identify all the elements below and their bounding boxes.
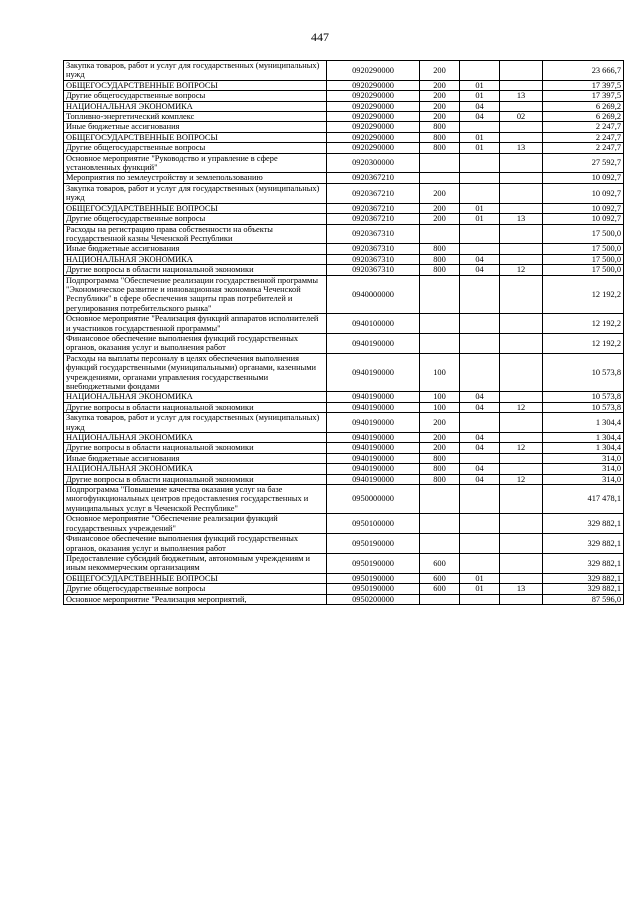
target-article-code-cell: 0920367210 bbox=[327, 183, 420, 203]
subsection-cell bbox=[500, 224, 543, 244]
expense-name-cell: Расходы на выплаты персоналу в целях обеспечения выполнения функций государственными (муниципальными) органами, казенными учреждениями, органами управления государственными внебюджетными фондами bbox=[64, 353, 327, 392]
target-article-code-cell: 0920367310 bbox=[327, 224, 420, 244]
section-cell bbox=[460, 61, 500, 81]
expense-type-cell bbox=[420, 153, 460, 173]
expense-type-cell: 200 bbox=[420, 433, 460, 443]
target-article-code-cell: 0920290000 bbox=[327, 112, 420, 122]
expense-type-cell: 100 bbox=[420, 353, 460, 392]
subsection-cell bbox=[500, 80, 543, 90]
amount-cell: 1 304,4 bbox=[543, 413, 624, 433]
expense-type-cell: 200 bbox=[420, 112, 460, 122]
section-cell bbox=[460, 314, 500, 334]
subsection-cell bbox=[500, 514, 543, 534]
amount-cell: 17 500,0 bbox=[543, 224, 624, 244]
section-cell bbox=[460, 485, 500, 514]
table-row bbox=[64, 413, 624, 433]
table-row bbox=[64, 474, 624, 484]
table-row bbox=[64, 254, 624, 264]
amount-cell: 2 247,7 bbox=[543, 143, 624, 153]
section-cell: 04 bbox=[460, 474, 500, 484]
subsection-cell bbox=[500, 594, 543, 604]
section-cell bbox=[460, 353, 500, 392]
amount-cell: 17 500,0 bbox=[543, 265, 624, 275]
expense-name-cell: Финансовое обеспечение выполнения функций государственных органов, оказания услуг и выполнения работ bbox=[64, 534, 327, 554]
expense-name-cell: Топливно-энергетический комплекс bbox=[64, 112, 327, 122]
section-cell: 04 bbox=[460, 112, 500, 122]
expense-type-cell bbox=[420, 534, 460, 554]
target-article-code-cell: 0920300000 bbox=[327, 153, 420, 173]
table-row bbox=[64, 183, 624, 203]
section-cell: 04 bbox=[460, 402, 500, 412]
table-row bbox=[64, 265, 624, 275]
expense-type-cell bbox=[420, 314, 460, 334]
expense-name-cell: Основное мероприятие "Обеспечение реализации функций государственных учреждений" bbox=[64, 514, 327, 534]
section-cell: 01 bbox=[460, 214, 500, 224]
section-cell bbox=[460, 183, 500, 203]
section-cell bbox=[460, 224, 500, 244]
section-cell bbox=[460, 534, 500, 554]
subsection-cell bbox=[500, 553, 543, 573]
expense-name-cell: Предоставление субсидий бюджетным, автономным учреждениям и иным некоммерческим организациям bbox=[64, 553, 327, 573]
amount-cell: 329 882,1 bbox=[543, 553, 624, 573]
subsection-cell bbox=[500, 183, 543, 203]
target-article-code-cell: 0950190000 bbox=[327, 573, 420, 583]
expense-type-cell bbox=[420, 224, 460, 244]
target-article-code-cell: 0920367310 bbox=[327, 254, 420, 264]
amount-cell: 2 247,7 bbox=[543, 132, 624, 142]
target-article-code-cell: 0920290000 bbox=[327, 132, 420, 142]
section-cell bbox=[460, 244, 500, 254]
subsection-cell: 02 bbox=[500, 112, 543, 122]
amount-cell: 10 573,8 bbox=[543, 402, 624, 412]
expense-name-cell: Другие общегосударственные вопросы bbox=[64, 91, 327, 101]
amount-cell: 17 397,5 bbox=[543, 91, 624, 101]
table-row bbox=[64, 143, 624, 153]
table-row bbox=[64, 91, 624, 101]
subsection-cell bbox=[500, 333, 543, 353]
amount-cell: 87 596,0 bbox=[543, 594, 624, 604]
expense-type-cell: 600 bbox=[420, 553, 460, 573]
section-cell: 04 bbox=[460, 265, 500, 275]
expense-name-cell: Другие вопросы в области национальной экономики bbox=[64, 474, 327, 484]
target-article-code-cell: 0950190000 bbox=[327, 534, 420, 554]
section-cell bbox=[460, 333, 500, 353]
amount-cell: 17 397,5 bbox=[543, 80, 624, 90]
target-article-code-cell: 0940190000 bbox=[327, 453, 420, 463]
expense-name-cell: Основное мероприятие "Руководство и управление в сфере установленных функций" bbox=[64, 153, 327, 173]
expense-name-cell: НАЦИОНАЛЬНАЯ ЭКОНОМИКА bbox=[64, 101, 327, 111]
section-cell bbox=[460, 122, 500, 132]
table-row bbox=[64, 514, 624, 534]
target-article-code-cell: 0940190000 bbox=[327, 392, 420, 402]
table-row bbox=[64, 173, 624, 183]
table-row bbox=[64, 80, 624, 90]
expense-type-cell: 600 bbox=[420, 584, 460, 594]
table-row bbox=[64, 61, 624, 81]
subsection-cell bbox=[500, 101, 543, 111]
expense-type-cell: 800 bbox=[420, 254, 460, 264]
table-row bbox=[64, 314, 624, 334]
amount-cell: 6 269,2 bbox=[543, 112, 624, 122]
expense-type-cell: 200 bbox=[420, 91, 460, 101]
section-cell: 04 bbox=[460, 443, 500, 453]
section-cell: 01 bbox=[460, 80, 500, 90]
subsection-cell: 13 bbox=[500, 214, 543, 224]
amount-cell: 314,0 bbox=[543, 453, 624, 463]
subsection-cell bbox=[500, 122, 543, 132]
section-cell: 04 bbox=[460, 464, 500, 474]
expense-type-cell: 200 bbox=[420, 214, 460, 224]
table-row bbox=[64, 122, 624, 132]
expense-type-cell bbox=[420, 514, 460, 534]
expense-name-cell: Другие общегосударственные вопросы bbox=[64, 584, 327, 594]
expense-type-cell: 200 bbox=[420, 413, 460, 433]
table-row bbox=[64, 214, 624, 224]
target-article-code-cell: 0950100000 bbox=[327, 514, 420, 534]
amount-cell: 12 192,2 bbox=[543, 314, 624, 334]
target-article-code-cell: 0940190000 bbox=[327, 333, 420, 353]
target-article-code-cell: 0940190000 bbox=[327, 402, 420, 412]
expense-type-cell bbox=[420, 275, 460, 314]
expense-type-cell bbox=[420, 173, 460, 183]
expense-type-cell bbox=[420, 485, 460, 514]
expense-type-cell: 100 bbox=[420, 392, 460, 402]
table-row bbox=[64, 485, 624, 514]
table-row bbox=[64, 594, 624, 604]
amount-cell: 417 478,1 bbox=[543, 485, 624, 514]
expense-name-cell: НАЦИОНАЛЬНАЯ ЭКОНОМИКА bbox=[64, 433, 327, 443]
section-cell bbox=[460, 553, 500, 573]
subsection-cell bbox=[500, 413, 543, 433]
expense-type-cell: 200 bbox=[420, 61, 460, 81]
subsection-cell bbox=[500, 275, 543, 314]
subsection-cell bbox=[500, 534, 543, 554]
expense-type-cell: 200 bbox=[420, 80, 460, 90]
section-cell bbox=[460, 594, 500, 604]
target-article-code-cell: 0920367210 bbox=[327, 203, 420, 213]
section-cell: 01 bbox=[460, 143, 500, 153]
expense-name-cell: Закупка товаров, работ и услуг для государственных (муниципальных) нужд bbox=[64, 61, 327, 81]
target-article-code-cell: 0950190000 bbox=[327, 584, 420, 594]
subsection-cell bbox=[500, 485, 543, 514]
expense-type-cell: 800 bbox=[420, 122, 460, 132]
amount-cell: 17 500,0 bbox=[543, 244, 624, 254]
subsection-cell bbox=[500, 244, 543, 254]
budget-table bbox=[63, 60, 624, 605]
subsection-cell bbox=[500, 203, 543, 213]
amount-cell: 329 882,1 bbox=[543, 573, 624, 583]
section-cell: 04 bbox=[460, 101, 500, 111]
table-row bbox=[64, 101, 624, 111]
expense-name-cell: ОБЩЕГОСУДАРСТВЕННЫЕ ВОПРОСЫ bbox=[64, 80, 327, 90]
section-cell bbox=[460, 514, 500, 534]
target-article-code-cell: 0920290000 bbox=[327, 80, 420, 90]
target-article-code-cell: 0920290000 bbox=[327, 143, 420, 153]
table-row bbox=[64, 443, 624, 453]
subsection-cell bbox=[500, 464, 543, 474]
expense-name-cell: Подпрограмма "Обеспечение реализации государственной программы "Экономическое развитие и инновационная экономика Чеченской Республики" в сфере обеспечения защиты прав потребителей и регулирования потребительского рынка" bbox=[64, 275, 327, 314]
expense-name-cell: Закупка товаров, работ и услуг для государственных (муниципальных) нужд bbox=[64, 413, 327, 433]
table-row bbox=[64, 402, 624, 412]
section-cell bbox=[460, 173, 500, 183]
amount-cell: 23 666,7 bbox=[543, 61, 624, 81]
table-row bbox=[64, 275, 624, 314]
expense-type-cell: 800 bbox=[420, 464, 460, 474]
expense-name-cell: Другие вопросы в области национальной экономики bbox=[64, 402, 327, 412]
subsection-cell: 13 bbox=[500, 91, 543, 101]
table-row bbox=[64, 333, 624, 353]
expense-name-cell: ОБЩЕГОСУДАРСТВЕННЫЕ ВОПРОСЫ bbox=[64, 132, 327, 142]
subsection-cell bbox=[500, 61, 543, 81]
section-cell bbox=[460, 153, 500, 173]
target-article-code-cell: 0940190000 bbox=[327, 413, 420, 433]
expense-name-cell: Иные бюджетные ассигнования bbox=[64, 122, 327, 132]
expense-name-cell: ОБЩЕГОСУДАРСТВЕННЫЕ ВОПРОСЫ bbox=[64, 573, 327, 583]
table-row bbox=[64, 224, 624, 244]
target-article-code-cell: 0950000000 bbox=[327, 485, 420, 514]
amount-cell: 27 592,7 bbox=[543, 153, 624, 173]
section-cell: 01 bbox=[460, 573, 500, 583]
table-row bbox=[64, 153, 624, 173]
expense-name-cell: Основное мероприятие "Реализация мероприятий, bbox=[64, 594, 327, 604]
table-row bbox=[64, 464, 624, 474]
section-cell: 01 bbox=[460, 91, 500, 101]
subsection-cell bbox=[500, 314, 543, 334]
expense-name-cell: Иные бюджетные ассигнования bbox=[64, 453, 327, 463]
section-cell bbox=[460, 453, 500, 463]
expense-name-cell: Закупка товаров, работ и услуг для государственных (муниципальных) нужд bbox=[64, 183, 327, 203]
expense-name-cell: Другие общегосударственные вопросы bbox=[64, 143, 327, 153]
expense-type-cell: 200 bbox=[420, 183, 460, 203]
amount-cell: 1 304,4 bbox=[543, 433, 624, 443]
section-cell: 01 bbox=[460, 203, 500, 213]
target-article-code-cell: 0950200000 bbox=[327, 594, 420, 604]
expense-type-cell bbox=[420, 333, 460, 353]
amount-cell: 10 092,7 bbox=[543, 173, 624, 183]
section-cell: 04 bbox=[460, 433, 500, 443]
subsection-cell: 13 bbox=[500, 584, 543, 594]
expense-type-cell: 100 bbox=[420, 402, 460, 412]
section-cell: 01 bbox=[460, 584, 500, 594]
subsection-cell bbox=[500, 392, 543, 402]
expense-name-cell: Основное мероприятие "Реализация функций аппаратов исполнителей и участников государственной программы" bbox=[64, 314, 327, 334]
table-row bbox=[64, 584, 624, 594]
amount-cell: 17 500,0 bbox=[543, 254, 624, 264]
amount-cell: 10 573,8 bbox=[543, 392, 624, 402]
expense-name-cell: Расходы на регистрацию права собственности на объекты государственной казны Чеченской Республики bbox=[64, 224, 327, 244]
amount-cell: 329 882,1 bbox=[543, 514, 624, 534]
target-article-code-cell: 0940190000 bbox=[327, 464, 420, 474]
expense-name-cell: Другие общегосударственные вопросы bbox=[64, 214, 327, 224]
amount-cell: 10 573,8 bbox=[543, 353, 624, 392]
table-row bbox=[64, 203, 624, 213]
expense-name-cell: Иные бюджетные ассигнования bbox=[64, 244, 327, 254]
subsection-cell bbox=[500, 132, 543, 142]
subsection-cell: 12 bbox=[500, 402, 543, 412]
expense-type-cell bbox=[420, 594, 460, 604]
expense-name-cell: НАЦИОНАЛЬНАЯ ЭКОНОМИКА bbox=[64, 464, 327, 474]
expense-type-cell: 800 bbox=[420, 474, 460, 484]
amount-cell: 314,0 bbox=[543, 474, 624, 484]
amount-cell: 329 882,1 bbox=[543, 584, 624, 594]
subsection-cell bbox=[500, 254, 543, 264]
subsection-cell bbox=[500, 173, 543, 183]
amount-cell: 314,0 bbox=[543, 464, 624, 474]
subsection-cell bbox=[500, 573, 543, 583]
expense-name-cell: Другие вопросы в области национальной экономики bbox=[64, 265, 327, 275]
target-article-code-cell: 0920290000 bbox=[327, 122, 420, 132]
subsection-cell bbox=[500, 153, 543, 173]
budget-table-body bbox=[64, 61, 624, 605]
amount-cell: 12 192,2 bbox=[543, 275, 624, 314]
table-row bbox=[64, 392, 624, 402]
expense-name-cell: НАЦИОНАЛЬНАЯ ЭКОНОМИКА bbox=[64, 392, 327, 402]
expense-name-cell: Подпрограмма "Повышение качества оказания услуг на базе многофункциональных центров предоставления государственных и муниципальных услуг в Чеченской Республике" bbox=[64, 485, 327, 514]
expense-type-cell: 800 bbox=[420, 453, 460, 463]
section-cell: 01 bbox=[460, 132, 500, 142]
page-number: 447 bbox=[311, 30, 329, 44]
table-row bbox=[64, 534, 624, 554]
target-article-code-cell: 0940190000 bbox=[327, 433, 420, 443]
table-row bbox=[64, 244, 624, 254]
subsection-cell: 13 bbox=[500, 143, 543, 153]
expense-type-cell: 200 bbox=[420, 443, 460, 453]
amount-cell: 329 882,1 bbox=[543, 534, 624, 554]
expense-name-cell: Мероприятия по землеустройству и землепользованию bbox=[64, 173, 327, 183]
amount-cell: 12 192,2 bbox=[543, 333, 624, 353]
expense-type-cell: 800 bbox=[420, 132, 460, 142]
expense-type-cell: 800 bbox=[420, 265, 460, 275]
expense-type-cell: 200 bbox=[420, 203, 460, 213]
target-article-code-cell: 0920290000 bbox=[327, 91, 420, 101]
table-row bbox=[64, 453, 624, 463]
target-article-code-cell: 0940190000 bbox=[327, 353, 420, 392]
target-article-code-cell: 0950190000 bbox=[327, 553, 420, 573]
target-article-code-cell: 0920290000 bbox=[327, 101, 420, 111]
subsection-cell: 12 bbox=[500, 474, 543, 484]
expense-name-cell: Другие вопросы в области национальной экономики bbox=[64, 443, 327, 453]
target-article-code-cell: 0920367210 bbox=[327, 173, 420, 183]
subsection-cell bbox=[500, 353, 543, 392]
section-cell: 04 bbox=[460, 392, 500, 402]
subsection-cell: 12 bbox=[500, 443, 543, 453]
target-article-code-cell: 0940000000 bbox=[327, 275, 420, 314]
target-article-code-cell: 0920290000 bbox=[327, 61, 420, 81]
target-article-code-cell: 0940190000 bbox=[327, 474, 420, 484]
target-article-code-cell: 0940190000 bbox=[327, 443, 420, 453]
table-row bbox=[64, 553, 624, 573]
subsection-cell: 12 bbox=[500, 265, 543, 275]
expense-type-cell: 800 bbox=[420, 244, 460, 254]
target-article-code-cell: 0940100000 bbox=[327, 314, 420, 334]
expense-name-cell: НАЦИОНАЛЬНАЯ ЭКОНОМИКА bbox=[64, 254, 327, 264]
expense-type-cell: 600 bbox=[420, 573, 460, 583]
target-article-code-cell: 0920367310 bbox=[327, 244, 420, 254]
section-cell bbox=[460, 413, 500, 433]
table-row bbox=[64, 112, 624, 122]
target-article-code-cell: 0920367310 bbox=[327, 265, 420, 275]
expense-type-cell: 800 bbox=[420, 143, 460, 153]
amount-cell: 1 304,4 bbox=[543, 443, 624, 453]
amount-cell: 10 092,7 bbox=[543, 214, 624, 224]
table-row bbox=[64, 433, 624, 443]
expense-type-cell: 200 bbox=[420, 101, 460, 111]
amount-cell: 10 092,7 bbox=[543, 203, 624, 213]
amount-cell: 10 092,7 bbox=[543, 183, 624, 203]
table-row bbox=[64, 132, 624, 142]
expense-name-cell: Финансовое обеспечение выполнения функций государственных органов, оказания услуг и выполнения работ bbox=[64, 333, 327, 353]
table-row bbox=[64, 573, 624, 583]
expense-name-cell: ОБЩЕГОСУДАРСТВЕННЫЕ ВОПРОСЫ bbox=[64, 203, 327, 213]
table-row bbox=[64, 353, 624, 392]
section-cell: 04 bbox=[460, 254, 500, 264]
target-article-code-cell: 0920367210 bbox=[327, 214, 420, 224]
subsection-cell bbox=[500, 453, 543, 463]
amount-cell: 2 247,7 bbox=[543, 122, 624, 132]
section-cell bbox=[460, 275, 500, 314]
subsection-cell bbox=[500, 433, 543, 443]
amount-cell: 6 269,2 bbox=[543, 101, 624, 111]
